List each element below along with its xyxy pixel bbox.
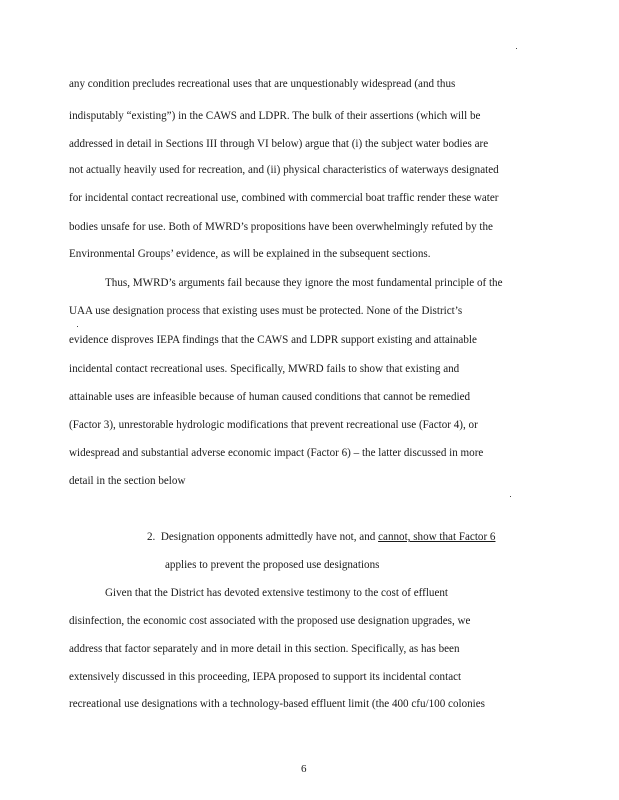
paragraph2-line-4: incidental contact recreational uses. Specifically, MWRD fails to show that existing and — [69, 363, 460, 375]
scan-speck — [516, 48, 517, 49]
paragraph2-line-2: UAA use designation process that existing uses must be protected. None of the District’s — [69, 305, 463, 317]
paragraph1-line-6: bodies unsafe for use. Both of MWRD’s propositions have been overwhelmingly refuted by the — [69, 221, 493, 233]
scan-speck — [510, 496, 511, 497]
paragraph3-line-3: address that factor separately and in more detail in this section. Specifically, as has been — [69, 643, 460, 655]
section-heading-line-1 — [147, 530, 495, 544]
paragraph2-line-7: widespread and substantial adverse economic impact (Factor 6) – the latter discussed in more — [69, 447, 484, 459]
section-heading-text: Designation opponents admittedly have not, and — [160, 531, 379, 543]
paragraph2-line-1: Thus, MWRD’s arguments fail because they ignore the most fundamental principle of the — [105, 277, 503, 289]
page-number: 6 — [301, 763, 307, 775]
section-heading-underlined-text: cannot, show that Factor 6 — [378, 531, 496, 543]
paragraph1-line-1: any condition precludes recreational uses that are unquestionably widespread (and thus — [69, 78, 456, 90]
paragraph1-line-4: not actually heavily used for recreation, and (ii) physical characteristics of waterways designated — [69, 164, 499, 176]
paragraph3-line-2: disinfection, the economic cost associated with the proposed use designation upgrades, we — [69, 615, 471, 627]
paragraph2-line-3: evidence disproves IEPA findings that the CAWS and LDPR support existing and attainable — [69, 334, 477, 346]
paragraph2-line-5: attainable uses are infeasible because of human caused conditions that cannot be remedied — [69, 391, 471, 403]
paragraph3-line-4: extensively discussed in this proceeding, IEPA proposed to support its incidental contact — [69, 671, 462, 683]
paragraph2-line-6: (Factor 3), unrestorable hydrologic modifications that prevent recreational use (Factor 4), or — [69, 419, 478, 431]
paragraph1-line-7: Environmental Groups’ evidence, as will be explained in the subsequent sections. — [69, 248, 431, 260]
paragraph3-line-1: Given that the District has devoted extensive testimony to the cost of effluent — [105, 587, 449, 599]
paragraph2-line-8: detail in the section below — [69, 475, 186, 487]
paragraph1-line-3: addressed in detail in Sections III through VI below) argue that (i) the subject water bodies are — [69, 138, 489, 150]
section-heading-line-2: applies to prevent the proposed use designations — [165, 559, 380, 571]
paragraph1-line-2: indisputably “existing”) in the CAWS and LDPR. The bulk of their assertions (which will be — [69, 110, 481, 122]
paragraph1-line-5: for incidental contact recreational use, combined with commercial boat traffic render these water — [69, 192, 499, 204]
section-heading-number: 2. — [147, 531, 156, 543]
paragraph3-line-5: recreational use designations with a technology-based effluent limit (the 400 cfu/100 colonies — [69, 698, 485, 710]
scan-speck — [77, 326, 78, 327]
